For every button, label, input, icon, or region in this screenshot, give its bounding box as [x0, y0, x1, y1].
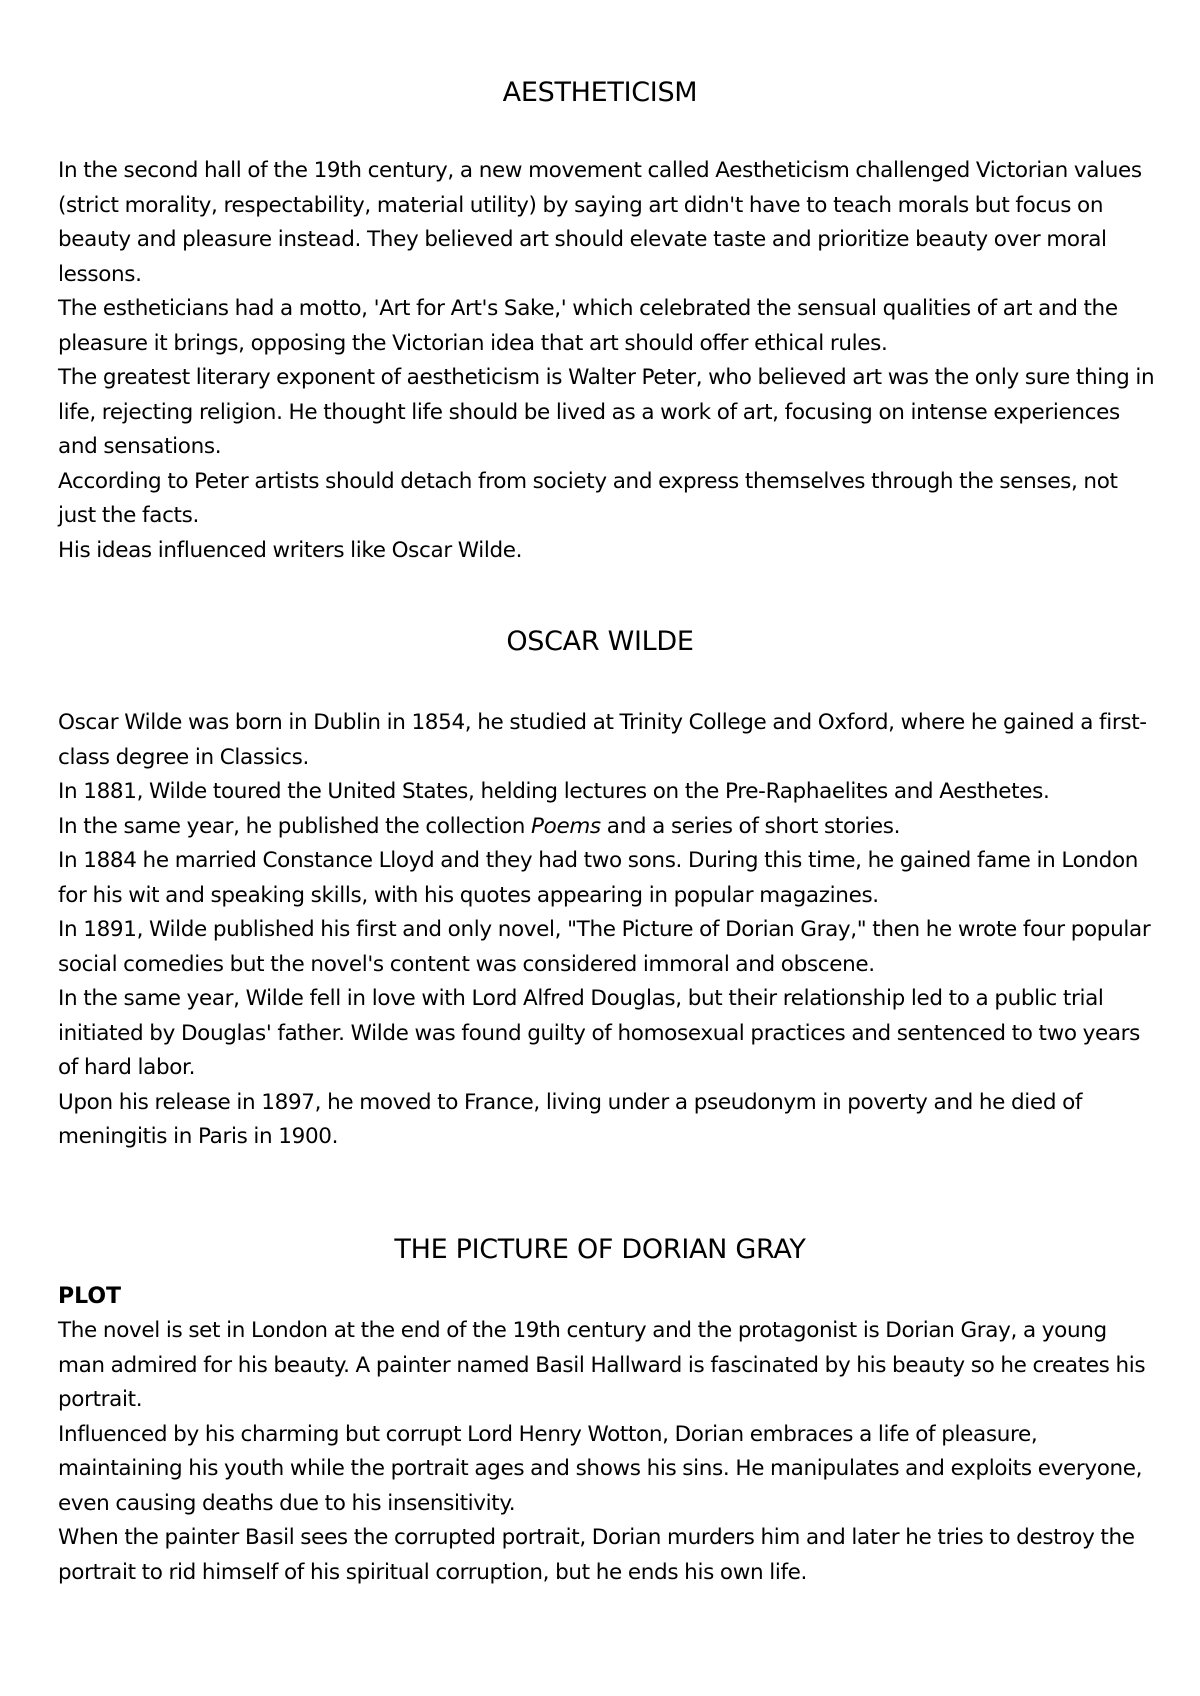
aestheticism-paragraph: According to Peter artists should detach from society and express themselves through the senses, not just the facts.	[58, 468, 1118, 528]
plot-subheading: PLOT	[58, 1284, 122, 1309]
oscar-wilde-heading: OSCAR WILDE	[506, 626, 694, 657]
aestheticism-paragraph: His ideas influenced writers like Oscar Wilde.	[58, 537, 523, 563]
plot-paragraph: The novel is set in London at the end of the 19th century and the protagonist is Dorian Gray, a young man admired for his beauty. A painter named Basil Hallward is fascinated by his beauty so he creates his portrait.	[58, 1318, 1146, 1412]
plot-paragraph: When the painter Basil sees the corrupted portrait, Dorian murders him and later he tries to destroy the portrait to rid himself of his spiritual corruption, but he ends his own life.	[58, 1525, 1135, 1585]
poems-sentence-after: and a series of short stories.	[600, 813, 901, 839]
poems-title: Poems	[531, 813, 601, 839]
aestheticism-paragraph: The estheticians had a motto, 'Art for Art's Sake,' which celebrated the sensual qualities of art and the pleasure it brings, opposing the Victorian idea that art should offer ethical rules.	[58, 296, 1118, 356]
poems-sentence-before: In the same year, he published the collection	[58, 813, 532, 839]
aestheticism-paragraph: In the second hall of the 19th century, a new movement called Aestheticism challenged Victorian values (strict morality, respectability, material utility) by saying art didn't have to teach morals but focus on beauty and pleasure instead. They believed art should elevate taste and prioritize beauty over moral lessons.	[58, 158, 1142, 287]
oscar-wilde-paragraph: Upon his release in 1897, he moved to France, living under a pseudonym in poverty and he died of meningitis in Paris in 1900.	[58, 1089, 1083, 1149]
oscar-wilde-paragraph: In 1884 he married Constance Lloyd and they had two sons. During this time, he gained fame in London for his wit and speaking skills, with his quotes appearing in popular magazines.	[58, 848, 1139, 908]
oscar-wilde-paragraph: In 1891, Wilde published his first and only novel, "The Picture of Dorian Gray," then he wrote four popular social comedies but the novel's content was considered immoral and obscene.	[58, 917, 1151, 977]
oscar-wilde-paragraph: Oscar Wilde was born in Dublin in 1854, he studied at Trinity College and Oxford, where he gained a first-class degree in Classics.	[58, 710, 1147, 770]
oscar-wilde-paragraph: In 1881, Wilde toured the United States, helding lectures on the Pre-Raphaelites and Aesthetes.	[58, 779, 1050, 804]
aestheticism-body	[58, 154, 1158, 568]
dorian-gray-heading: THE PICTURE OF DORIAN GRAY	[394, 1234, 806, 1265]
dorian-gray-body	[58, 1314, 1158, 1590]
plot-paragraph: Influenced by his charming but corrupt Lord Henry Wotton, Dorian embraces a life of pleasure, maintaining his youth while the portrait ages and shows his sins. He manipulates and exploits everyone, even causing deaths due to his insensitivity.	[58, 1421, 1143, 1516]
aestheticism-paragraph: The greatest literary exponent of aestheticism is Walter Peter, who believed art was the only sure thing in life, rejecting religion. He thought life should be lived as a work of art, focusing on intense experiences and sensations.	[58, 365, 1155, 459]
oscar-wilde-paragraph-poems	[58, 810, 1158, 845]
oscar-wilde-body	[58, 706, 1158, 1155]
aestheticism-heading: AESTHETICISM	[502, 77, 698, 108]
oscar-wilde-paragraph: In the same year, Wilde fell in love with Lord Alfred Douglas, but their relationship led to a public trial initiated by Douglas' father. Wilde was found guilty of homosexual practices and sentenced to two years of hard labor.	[58, 986, 1141, 1080]
